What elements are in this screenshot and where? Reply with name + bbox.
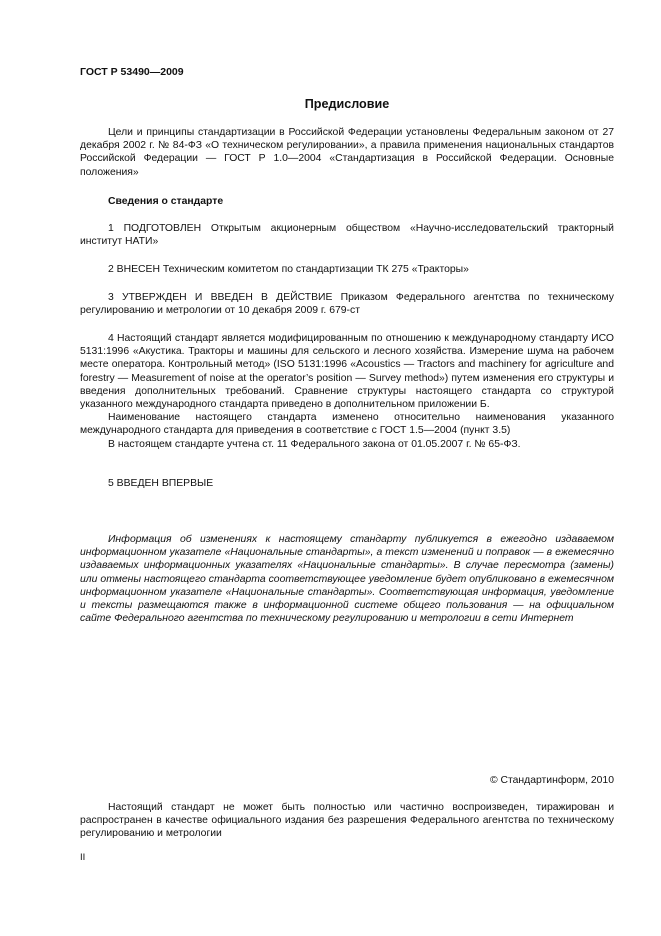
intro-block — [80, 126, 614, 179]
item-2-block — [80, 263, 614, 276]
page-number: II — [80, 852, 86, 863]
page-title: Предисловие — [304, 97, 390, 111]
intro-paragraph: Цели и принципы стандартизации в Российской Федерации установлены Федеральным законом от 27 декабря 2002 г. № 84-ФЗ «О техническом регулировании», а правила применения национальных стандартов Российской Федерации — ГОСТ Р 1.0—2004 «Стандартизация в Российской Федерации. Основные положения» — [80, 127, 614, 178]
item-1: 1 ПОДГОТОВЛЕН Открытым акционерным обществом «Научно-исследовательский тракторный институт НАТИ» — [80, 223, 614, 248]
info-notice-block — [80, 533, 614, 625]
reproduction-notice: Настоящий стандарт не может быть полностью или частично воспроизведен, тиражирован и распространен в качестве официального издания без разрешения Федерального агентства по техническому регулированию и метрологии — [80, 802, 614, 840]
item-4-paragraph-3: В настоящем стандарте учтена ст. 11 Федерального закона от 01.05.2007 г. № 65-ФЗ. — [108, 438, 521, 450]
section-title: Сведения о стандарте — [108, 196, 224, 207]
standard-code-header: ГОСТ Р 53490—2009 — [80, 66, 184, 78]
item-3: 3 УТВЕРЖДЕН И ВВЕДЕН В ДЕЙСТВИЕ Приказом Федерального агентства по техническому регулированию и метрологии от 10 декабря 2009 г. 679-ст — [80, 292, 614, 317]
info-notice: Информация об изменениях к настоящему стандарту публикуется в ежегодно издаваемом информационном указателе «Национальные стандарты», а текст изменений и поправок — в ежемесячно издаваемых информационных указателях «Национальные стандарты». В случае пересмотра (замены) или отмены настоящего стандарта соответствующее уведомление будет опубликовано в ежемесячном информационном указателе «Национальные стандарты». Соответствующая информация, уведомление и тексты размещаются также в информационной системе общего пользования — на официальном сайте Федерального агентства по техническому регулированию и метрологии в сети Интернет — [80, 534, 614, 625]
item-1-block — [80, 222, 614, 248]
item-3-block — [80, 291, 614, 317]
copyright: © Стандартинформ, 2010 — [489, 775, 614, 786]
item-5-block — [80, 477, 614, 490]
item-4-block — [80, 332, 614, 451]
item-2: 2 ВНЕСЕН Техническим комитетом по стандартизации ТК 275 «Тракторы» — [108, 264, 469, 275]
reproduction-block — [80, 801, 614, 841]
item-4-paragraph-2: Наименование настоящего стандарта изменено относительно наименования указанного международного стандарта для приведения в соответствие с ГОСТ 1.5—2004 (пункт 3.5) — [80, 412, 614, 437]
item-5: 5 ВВЕДЕН ВПЕРВЫЕ — [108, 478, 214, 489]
item-4-paragraph-1: 4 Настоящий стандарт является модифицированным по отношению к международному стандарту ИСО 5131:1996 «Акустика. Тракторы и машины для сельского и лесного хозяйства. Измерение шума на рабочем месте оператора. Контрольный метод» (ISO 5131:1996 «Acoustics — Tractors and machinery for agriculture and forestry — Measurement of noise at the operator’s position — Survey method») путем изменения его структуры и введения дополнительных требований. Сравнение структуры настоящего стандарта со структурой указанного международного стандарта приведено в дополнительном приложении Б. — [80, 333, 614, 411]
